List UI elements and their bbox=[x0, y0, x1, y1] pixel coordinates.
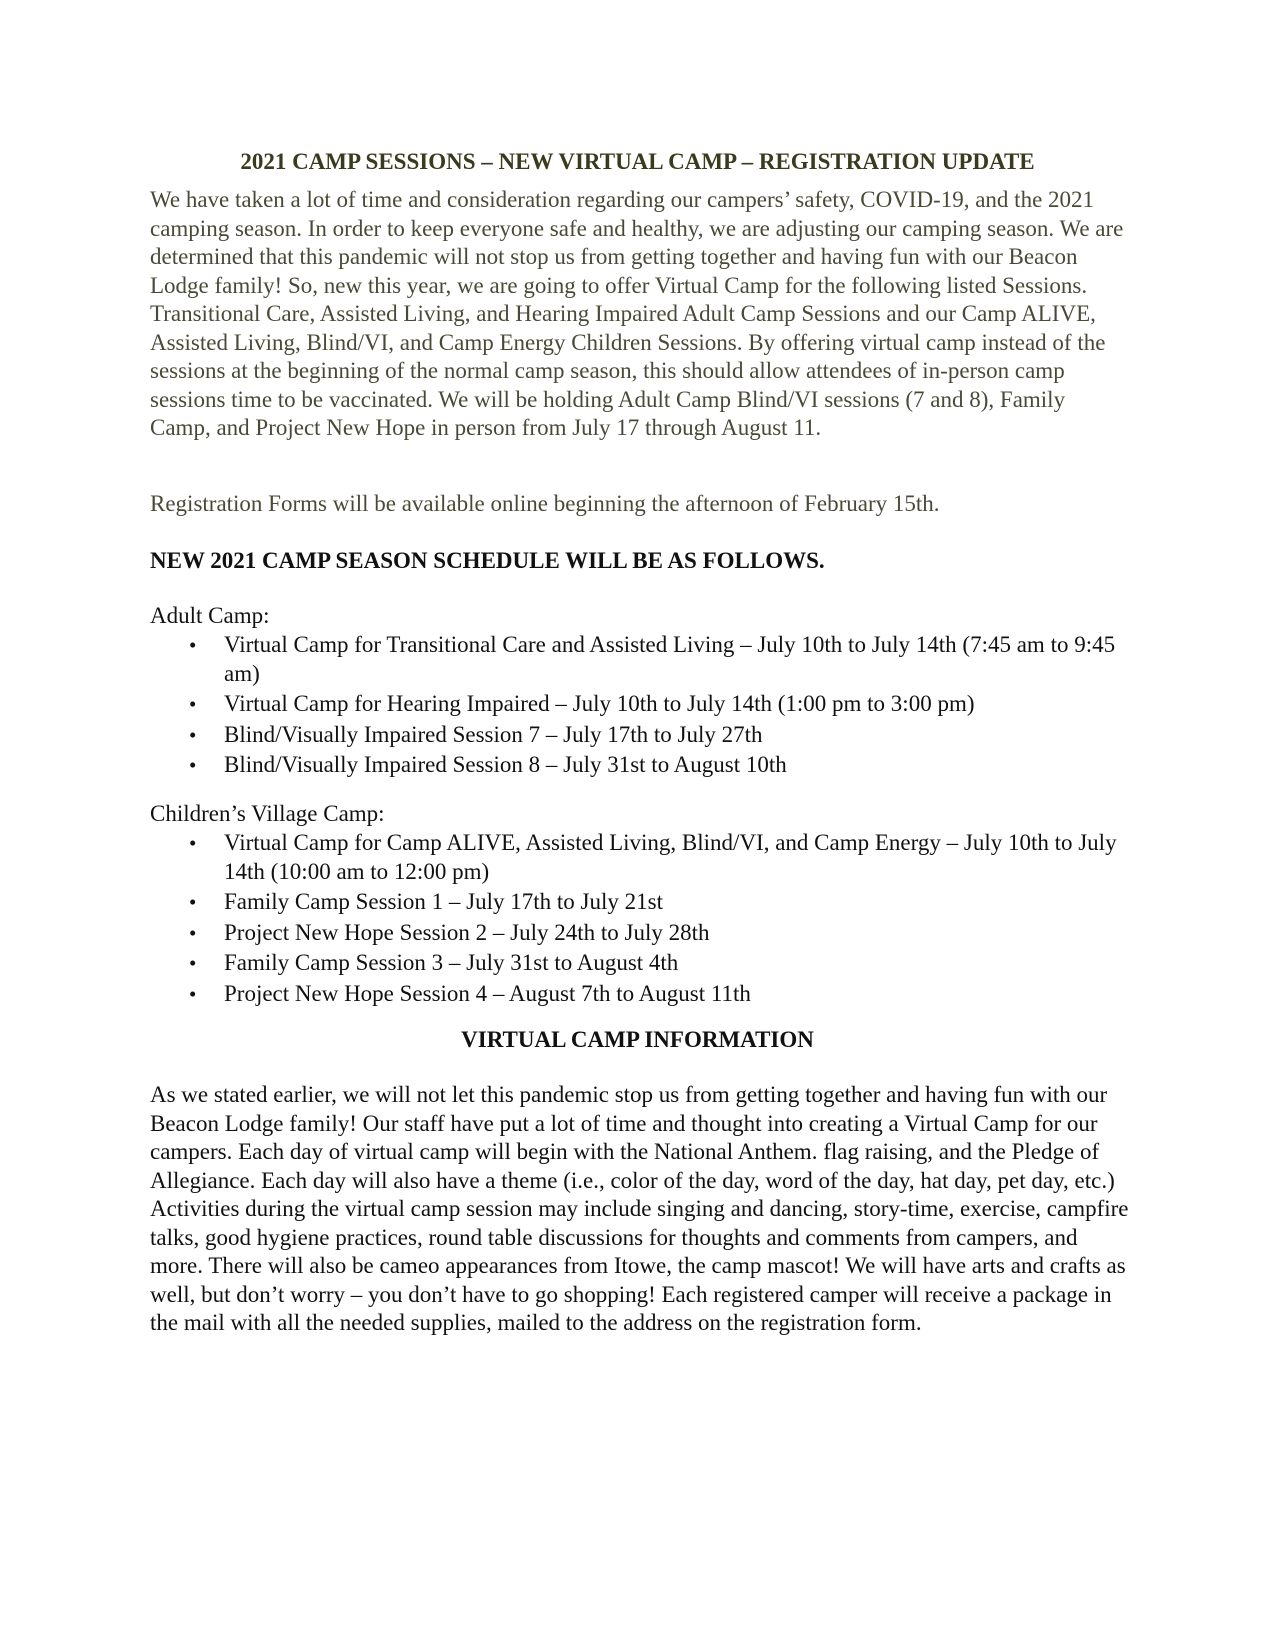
list-item-text: Virtual Camp for Hearing Impaired – July 10th to July 14th (1:00 pm to 3:00 pm) bbox=[224, 691, 975, 716]
bullet-icon: • bbox=[189, 951, 197, 975]
list-item-text: Family Camp Session 3 – July 31st to August 4th bbox=[224, 950, 679, 975]
bullet-icon: • bbox=[189, 981, 197, 1006]
list-item bbox=[150, 721, 1130, 750]
list-item-text: Blind/Visually Impaired Session 8 – July 31st to August 10th bbox=[224, 752, 787, 777]
adult-camp-label: Adult Camp: bbox=[150, 603, 270, 628]
list-item bbox=[150, 751, 1130, 780]
document-title: 2021 CAMP SESSIONS – NEW VIRTUAL CAMP – REGISTRATION UPDATE bbox=[240, 149, 1035, 174]
list-item-text: Blind/Visually Impaired Session 7 – July 17th to July 27th bbox=[224, 721, 763, 747]
list-item-text: Project New Hope Session 2 – July 24th to July 28th bbox=[224, 919, 710, 945]
list-item bbox=[150, 980, 1130, 1009]
schedule-heading: NEW 2021 CAMP SEASON SCHEDULE WILL BE AS FOLLOWS. bbox=[150, 548, 825, 573]
list-item-text: Project New Hope Session 4 – August 7th to August 11th bbox=[224, 980, 751, 1006]
list-item bbox=[150, 949, 1130, 978]
bullet-icon: • bbox=[189, 692, 197, 716]
list-item bbox=[150, 631, 1130, 688]
virtual-camp-paragraph: As we stated earlier, we will not let this pandemic stop us from getting together and having fun with our Beacon Lodge family! Our staff have put a lot of time and thought into creating a Virtual Camp for our campers. Each day of virtual camp will begin with the National Anthem. flag raising, and the Pledge of Allegiance. Each day will also have a theme (i.e., color of the day, word of the day, hat day, pet day, etc.) Activities during the virtual camp session may include singing and dancing, story-time, exercise, campfire talks, good hygiene practices, round table discussions for thoughts and comments from campers, and more. There will also be cameo appearances from Itowe, the camp mascot! We will have arts and crafts as well, but don’t worry – you don’t have to go shopping! Each registered camper will receive a package in the mail with all the needed supplies, mailed to the address on the registration form. bbox=[150, 1082, 1129, 1335]
list-item bbox=[150, 829, 1130, 886]
intro-paragraph: We have taken a lot of time and consideration regarding our campers’ safety, COVID-19, and the 2021 camping season. In order to keep everyone safe and healthy, we are adjusting our camping season. We are determined that this pandemic will not stop us from getting together and having fun with our Beacon Lodge family! So, new this year, we are going to offer Virtual Camp for the following listed Sessions. Transitional Care, Assisted Living, and Hearing Impaired Adult Camp Sessions and our Camp ALIVE, Assisted Living, Blind/VI, and Camp Energy Children Sessions. By offering virtual camp instead of the sessions at the beginning of the normal camp season, this should allow attendees of in-person camp sessions time to be vaccinated. We will be holding Adult Camp Blind/VI sessions (7 and 8), Family Camp, and Project New Hope in person from July 17 through August 11. bbox=[150, 187, 1124, 440]
list-item bbox=[150, 888, 1130, 917]
list-item-text: Family Camp Session 1 – July 17th to July 21st bbox=[224, 889, 663, 914]
bullet-icon: • bbox=[189, 633, 197, 657]
list-item bbox=[150, 690, 1130, 719]
children-camp-label: Children’s Village Camp: bbox=[150, 801, 385, 826]
children-camp-list bbox=[150, 829, 1130, 1010]
list-item bbox=[150, 919, 1130, 948]
list-item-text: Virtual Camp for Transitional Care and Assisted Living – July 10th to July 14th (7:45 am to 9:45 am) bbox=[224, 632, 1116, 686]
bullet-icon: • bbox=[189, 753, 197, 777]
bullet-icon: • bbox=[189, 722, 197, 747]
virtual-camp-heading: VIRTUAL CAMP INFORMATION bbox=[461, 1027, 814, 1052]
bullet-icon: • bbox=[189, 890, 197, 914]
list-item-text: Virtual Camp for Camp ALIVE, Assisted Living, Blind/VI, and Camp Energy – July 10th to July 14th (10:00 am to 12:00 pm) bbox=[224, 830, 1117, 884]
adult-camp-list bbox=[150, 631, 1130, 782]
registration-note: Registration Forms will be available online beginning the afternoon of February 15th. bbox=[150, 491, 940, 516]
bullet-icon: • bbox=[189, 920, 197, 945]
bullet-icon: • bbox=[189, 831, 197, 855]
